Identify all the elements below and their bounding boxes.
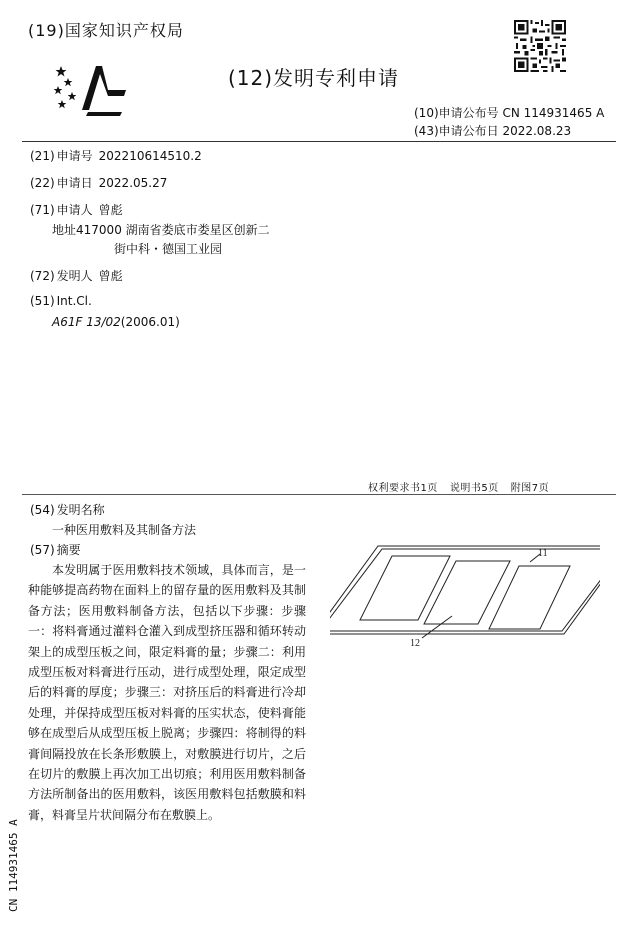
description-pages: 说明书5页 (449, 483, 499, 494)
inventor: (72) 发明人 曾彪 (30, 269, 123, 283)
application-number: (21) 申请号 202210614510.2 (30, 149, 202, 163)
invention-title: 一种医用敷料及其制备方法 (52, 523, 197, 537)
abstract-body (28, 560, 306, 825)
publication-date: (43)申请公布日 2022.08.23 (414, 124, 572, 138)
applicant: (71) 申请人 曾彪 (30, 203, 123, 217)
office-name: (19)国家知识产权局 (28, 21, 184, 40)
invention-title-heading: (54) 发明名称 (30, 503, 105, 517)
page-counts (368, 479, 561, 494)
int-cl: (51) Int.Cl. (30, 294, 92, 308)
label-12: 12 (410, 638, 420, 649)
patch-1 (360, 556, 450, 620)
side-publication-number: CN 114931465 A (7, 819, 20, 912)
abstract-heading: (57) 摘要 (30, 543, 81, 557)
header-divider (22, 141, 616, 142)
patch-2 (424, 561, 510, 624)
claims-pages: 权利要求书1页 (368, 483, 438, 494)
abstract-text: 本发明属于医用敷料技术领域，具体而言，是一种能够提高药物在面料上的留存量的医用敷料及其制备方法；医用敷料制备方法，包括以下步骤：步骤一：将料膏通过灌料仓灌入到成型挤压器和循环转动架上的成型压板之间，限定料膏的量；步骤二：利用成型压板对料膏进行压动，进行成型处理，限定成型后的料膏的厚度；步骤三：对挤压后的料膏进行冷却处理，并保持成型压板对料膏的压实状态，使料膏能够在成型后从成型压板上脱离；步骤四：将制得的料膏间隔投放在长条形敷膜上，对敷膜进行切片，之后在切片的敷膜上再次加工出切痕；利用医用敷料制备方法所制备出的医用敷料，该医用敷料包括敷膜和料膏，料膏呈片状间隔分布在敷膜上。 (28, 563, 306, 822)
applicant-address-line2: 街中科・德国工业园 (114, 242, 223, 256)
ipc-class: A61F 13/02(2006.01) (52, 315, 180, 329)
abstract-divider (22, 494, 616, 495)
label-11: 11 (538, 548, 548, 559)
patch-3 (489, 566, 570, 629)
document-type: (12)发明专利申请 (228, 66, 400, 90)
cnipa-logo (52, 60, 132, 116)
application-date: (22) 申请日 2022.05.27 (30, 176, 168, 190)
applicant-address: 地址417000 湖南省娄底市娄星区创新二 (52, 223, 270, 237)
drawing-pages: 附图7页 (510, 483, 550, 494)
publication-number: (10)申请公布号 CN 114931465 A (414, 106, 605, 120)
abstract-drawing (330, 534, 600, 654)
qr-code (514, 20, 566, 72)
film-outline (330, 546, 600, 634)
